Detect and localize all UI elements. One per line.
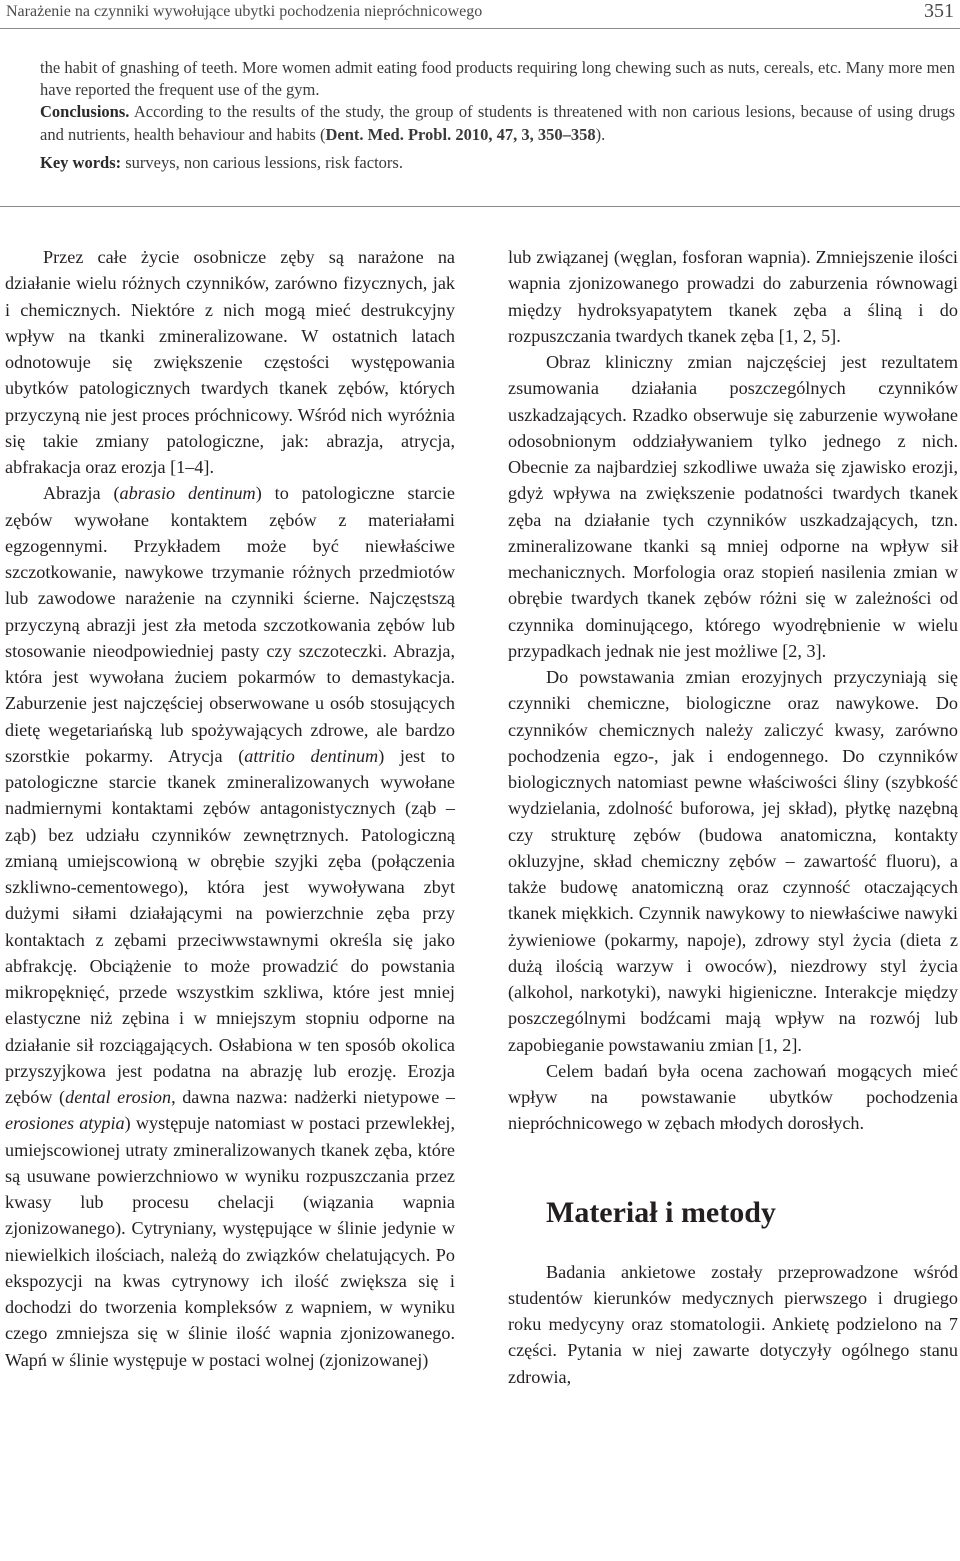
header-divider: [0, 28, 960, 29]
page-number: 351: [924, 0, 954, 22]
keywords-label: Key words:: [40, 152, 122, 172]
paragraph: Abrazja (abrasio dentinum) to patologiczne starcie zębów wywołane kontaktem zębów z materiałami egzogennymi. Przykładem może być niewłaściwe szczotkowanie, nawykowe trzymanie różnych przedmiotów lub zawodowe narażenie na czynniki ścierne. Najczęstszą przyczyną abrazji jest zła metoda szczotkowania zębów lub stosowanie nieodpowiedniej pasty czy szczoteczki. Abrazja, która jest wywołana żuciem pokarmów to demastykacja. Zaburzenie jest najczęściej obserwowane u osób stosujących dietę wegetariańską lub spożywających zdrowe, ale bardzo szorstkie pokarmy. Atrycja (attritio dentinum) jest to patologiczne starcie tkanek zmineralizowanych wywołane nadmiernymi kontaktami zębów antagonistycznych (ząb – ząb) bez udziału czynników zewnętrznych. Patologiczną zmianą umiejscowioną w obrębie szyjki zęba (połączenia szkliwno-cementowego), która jest wywoływana zbyt dużymi siłami działającymi na powierzchnie zęba przy kontaktach z zębami przeciwwstawnymi określa się jako abfrakcję. Obciążenie to może prowadzić do powstania mikropęknięć, przede wszystkim szkliwa, które jest mniej elastyczne niż zębina i w mniejszym stopniu odporne na działanie sił rozciągających. Osłabiona w ten sposób okolica przyszyjkowa jest podatna na abrazję lub erozję. Erozja zębów (dental erosion, dawna nazwa: nadżerki nietypowe – erosiones atypia) występuje natomiast w postaci przewlekłej, umiejscowionej utraty zmineralizowanych tkanek zęba, które są usuwane powierzchniowo w wyniku rozpuszczania przez kwasy lub procesu chelacji (wiązania wapnia zjonizowanego). Cytryniany, występujące w ślinie jedynie w niewielkich ilościach, należą do związków chelatujących. Po ekspozycji na kwas cytrynowy ich ilość zwiększa się i dochodzi do tworzenia kompleksów z wapniem, w wyniku czego zmniejsza się w ślinie ilość wapnia zjonizowanego. Wapń w ślinie występuje w postaci wolnej (zjonizowanej): [5, 483, 455, 1370]
keywords-text: surveys, non carious lessions, risk factors.: [121, 152, 403, 172]
conclusions-label: Conclusions.: [40, 102, 130, 122]
running-title: Narażenie na czynniki wywołujące ubytki pochodzenia niepróchnicowego: [6, 3, 483, 20]
paragraph: Przez całe życie osobnicze zęby są narażone na działanie wielu różnych czynników, zarówno fizycznych, jak i chemicznych. Niektóre z nich mogą mieć destrukcyjny wpływ na tkanki zmineralizowane. W ostatnich latach odnotowuje się zwiększenie częstości występowania ubytków patologicznych twardych tkanek zębów, których przyczyną nie jest proces próchnicowy. Wśród nich wyróżnia się takie zmiany patologiczne, jak: abrazja, atrycja, abfrakacja oraz erozja [1–4].: [5, 247, 455, 477]
running-header: [0, 0, 960, 26]
abstract-results-tail: the habit of gnashing of teeth. More women admit eating food products requiring long chewing such as nuts, cereals, etc. Many more men have reported the frequent use of the gym.: [40, 58, 955, 100]
paragraph: Do powstawania zmian erozyjnych przyczyniają się czynniki chemiczne, biologiczne oraz nawykowe. Do czynników chemicznych należy zaliczyć kwasy, zarówno pochodzenia egzo-, jak i endogennego. Do czynników biologicznych natomiast pewne właściwości śliny (szybkość wydzielania, zdolność buforowa, jej skład), płytkę nazębną czy strukturę zębów (budowa anatomiczna, kontakty okluzyjne, skład chemiczny zębów – zawartość fluoru), a także budowę anatomiczną oraz czynność otaczających tkanek miękkich. Czynnik nawykowy to niewłaściwe nawyki żywieniowe (pokarmy, napoje), zdrowy styl życia (dieta z dużą ilością warzyw i owoców), niezdrowy styl życia (alkohol, narkotyki), nawyki higieniczne. Interakcje między poszczególnymi bodźcami mają wpływ na rozwój lub zapobieganie powstawaniu zmian [1, 2].: [508, 667, 958, 1055]
abstract-divider: [0, 206, 960, 207]
paragraph: lub związanej (węglan, fosforan wapnia). Zmniejszenie ilości wapnia zjonizowanego prowadzi do zaburzenia równowagi między hydroksyapatytem tkanek zęba a śliną i do rozpuszczania twardych tkanek zęba [1, 2, 5].: [508, 247, 958, 346]
abstract-conclusions: Conclusions. According to the results of the study, the group of students is threatened with non carious lesions, because of using drugs and nutrients, health behaviour and habits (Dent. Med. Probl. 2010, 47, 3, 350–358).: [40, 102, 955, 144]
conclusions-text: According to the results of the study, the group of students is threatened with non carious lesions, because of using drugs and nutrients, health behaviour and habits (: [40, 102, 955, 144]
paragraph: Badania ankietowe zostały przeprowadzone wśród studentów kierunków medycznych pierwszego i drugiego roku medycyny oraz stomatologii. Ankietę podzielono na 7 części. Pytania w niej zawarte dotyczyły ogólnego stanu zdrowia,: [508, 1261, 958, 1387]
abstract: [40, 57, 955, 174]
right-column: [508, 244, 958, 1390]
citation: Dent. Med. Probl. 2010, 47, 3, 350–358: [325, 124, 596, 144]
section-heading: Materiał i metody: [546, 1195, 776, 1229]
paragraph: Celem badań była ocena zachowań mogących mieć wpływ na powstawanie ubytków pochodzenia niepróchnicowego w zębach młodych dorosłych.: [508, 1060, 958, 1134]
left-column: [5, 244, 455, 1373]
abstract-keywords: [40, 152, 955, 174]
paragraph: Obraz kliniczny zmian najczęściej jest rezultatem zsumowania działania poszczególnych czynników uszkadzających. Rzadko obserwuje się zaburzenie wywołane odosobnionym oddziaływaniem tylko jednego z nich. Obecnie za najbardziej szkodliwe uważa się zjawisko erozji, gdyż wpływa na zwiększenie podatności twardych tkanek zęba na działanie tych czynników uszkadzających, tzn. zmineralizowane tkanki są mniej odporne na wpływ sił mechanicznych. Morfologia oraz stopień nasilenia zmian w obrębie twardych tkanek zębów różni się w zależności od czynnika dominującego, którego wyodrębnienie w wielu przypadkach jednak nie jest możliwe [2, 3].: [508, 352, 958, 661]
